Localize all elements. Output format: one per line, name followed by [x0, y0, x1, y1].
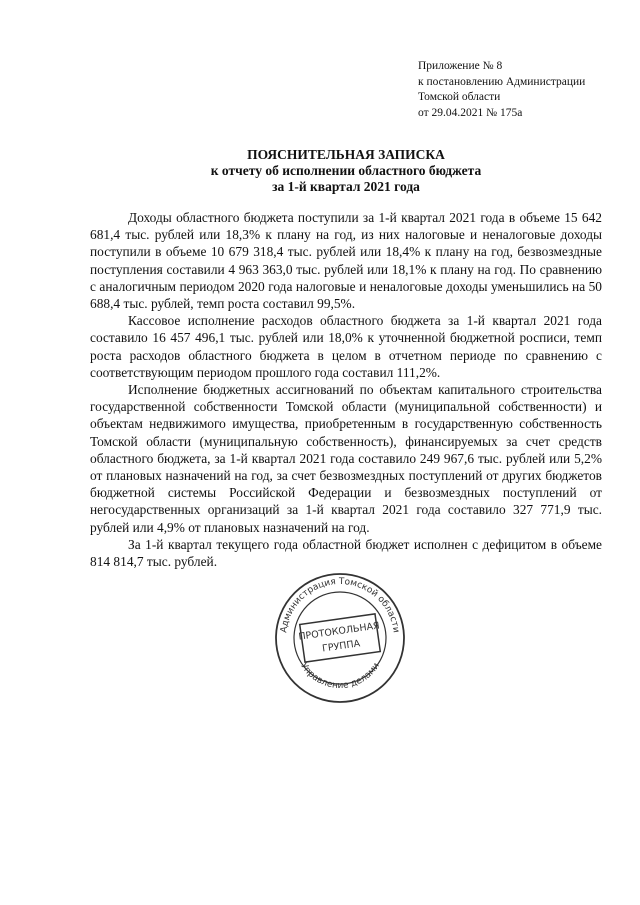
paragraph-capital-construction: Исполнение бюджетных ассигнований по объектам капитального строительства государственной собственности Томской области (муниципальной собственности) и объектам недвижимого имущества, приобретенным в государственную собственность Томской области (муниципальную собственность), финансируемых за счет средств областного бюджета, за 1-й квартал 2021 года составило 249 967,6 тыс. рублей или 5,2% от плановых назначений на год, за счет безвозмездных поступлений от других бюджетов бюджетной системы Российской Федерации и безвозмездных поступлений от негосударственных организаций за 1-й квартал 2021 года составило 327 771,9 тыс. рублей или 4,9% от плановых назначений на год.: [90, 382, 602, 535]
paragraph-revenue: Доходы областного бюджета поступили за 1-й квартал 2021 года в объеме 15 642 681,4 тыс. рублей или 18,3% к плану на год, из них налоговые и неналоговые доходы поступили в объеме 10 679 318,4 тыс. рублей или 18,4% к плану на год, безвозмездные поступления составили 4 963 363,0 тыс. рублей или 18,1% к плану на год. По сравнению с аналогичным периодом 2020 года налоговые и неналоговые доходы уменьшились на 50 688,4 тыс. рублей, темп роста составил 99,5%.: [90, 210, 602, 312]
attachment-line-2: к постановлению Администрации: [418, 75, 586, 88]
title-line-2: к отчету об исполнении областного бюджета: [210, 163, 482, 178]
stamp-inner-line-2: ГРУППА: [321, 638, 361, 655]
stamp-bottom-text: Управление делами: [298, 661, 382, 692]
paragraph-deficit: За 1-й квартал текущего года областной бюджет исполнен с дефицитом в объеме 814 814,7 тыс. рублей.: [90, 536, 602, 570]
official-stamp: [273, 571, 407, 705]
stamp-outer-text: Администрация Томской области: [279, 576, 401, 634]
title-line-3: за 1-й квартал 2021 года: [272, 179, 420, 194]
document-title: [90, 147, 602, 195]
attachment-line-4: от 29.04.2021 № 175а: [418, 106, 523, 119]
paragraph-expenses: Кассовое исполнение расходов областного бюджета за 1-й квартал 2021 года составило 16 457 496,1 тыс. рублей или 18,0% к уточненной бюджетной росписи, темп роста расходов областного бюджета в целом в отчетном периоде по сравнению с соответствующим периодом прошлого года составил 111,2%.: [90, 313, 602, 380]
attachment-line-3: Томской области: [418, 91, 501, 103]
stamp-inner-line-1: ПРОТОКОЛЬНАЯ: [297, 620, 381, 643]
attachment-line-1: Приложение № 8: [418, 60, 503, 72]
document-body: [90, 209, 602, 570]
attachment-note: [418, 59, 618, 121]
title-line-1: ПОЯСНИТЕЛЬНАЯ ЗАПИСКА: [247, 147, 445, 162]
